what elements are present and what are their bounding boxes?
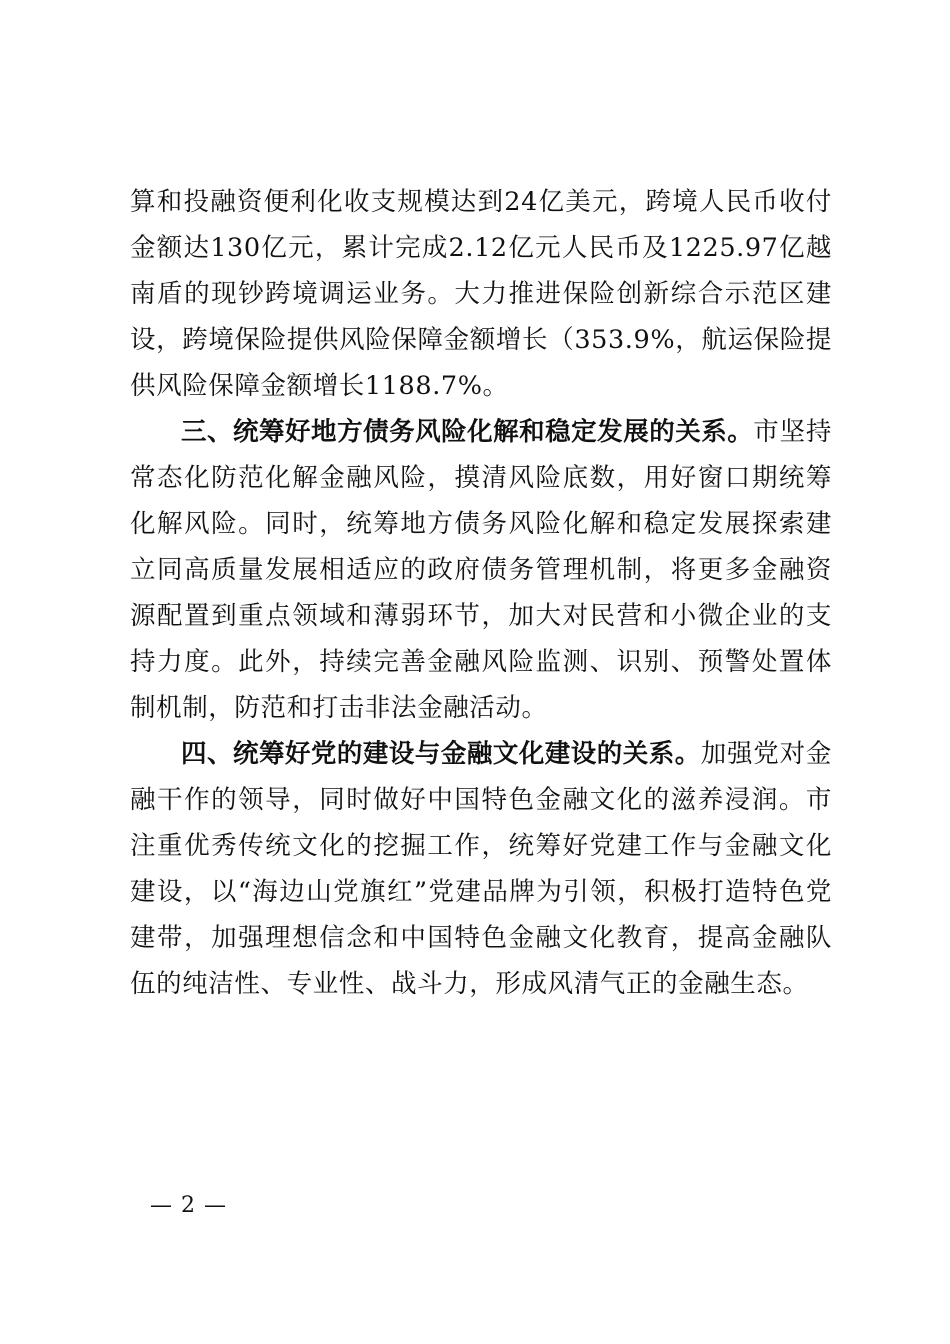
paragraph-text: 市坚持常态化防范化解金融风险，摸清风险底数，用好窗口期统筹化解风险。同时，统筹地方债务风险化解和稳定发展探索建立同高质量发展相适应的政府债务管理机制，将更多金融资源配置到重点领域和薄弱环节，加大对民营和小微企业的支持力度。此外，持续完善金融风险监测、识别、预警处置体制机制，防范和打击非法金融活动。: [130, 417, 832, 723]
document-body: [130, 179, 832, 1007]
page-number: — 2 —: [150, 1193, 227, 1218]
paragraph-continuation: [130, 179, 832, 409]
paragraph-text: 加强党对金融干作的领导，同时做好中国特色金融文化的滋养浸润。市注重优秀传统文化的挖掘工作，统筹好党建工作与金融文化建设，以“海边山党旗红”党建品牌为引领，积极打造特色党建带，加强理想信念和中国特色金融文化教育，提高金融队伍的纯洁性、专业性、战斗力，形成风清气正的金融生态。: [130, 739, 832, 999]
section-heading: 三、统筹好地方债务风险化解和稳定发展的关系。: [181, 417, 754, 447]
paragraph-section-four: [130, 731, 832, 1007]
section-heading: 四、统筹好党的建设与金融文化建设的关系。: [181, 739, 701, 769]
paragraph-section-three: [130, 409, 832, 731]
paragraph-text: 算和投融资便利化收支规模达到24亿美元，跨境人民币收付金额达130亿元，累计完成2.12亿元人民币及1225.97亿越南盾的现钞跨境调运业务。大力推进保险创新综合示范区建设，跨境保险提供风险保障金额增长（353.9%，航运保险提供风险保障金额增长1188.7%。: [130, 187, 832, 401]
